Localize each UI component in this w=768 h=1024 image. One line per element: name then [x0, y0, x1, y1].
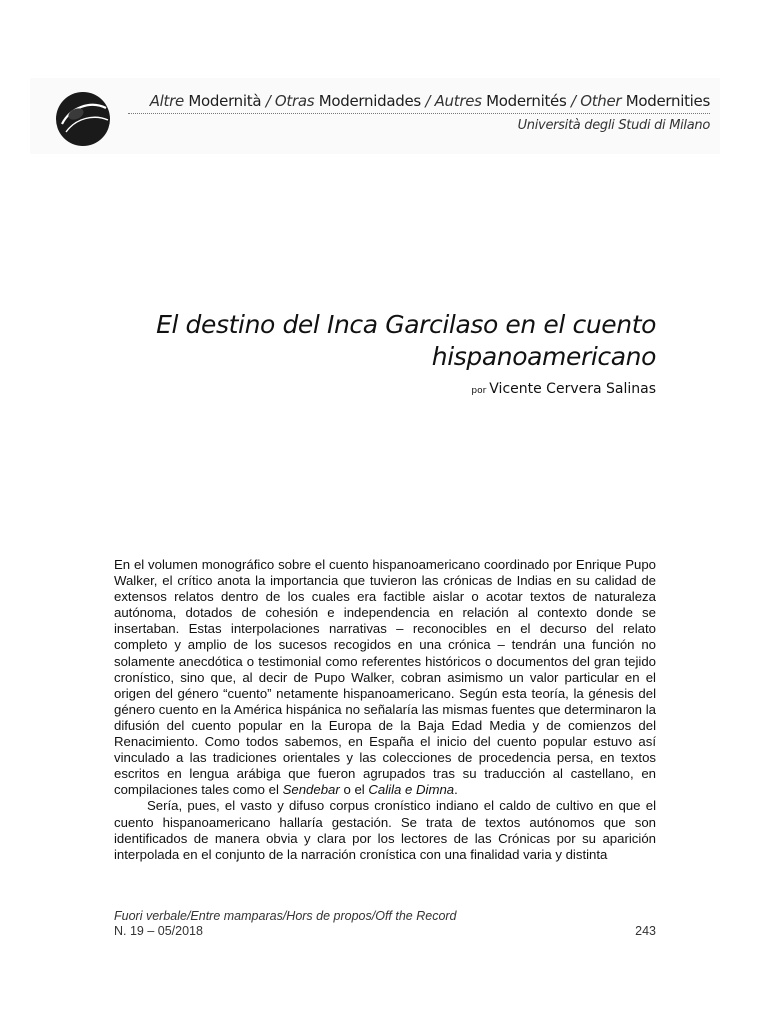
journal-part-2-name: Modernidades [318, 92, 421, 110]
paragraph-1-text: En el volumen monográfico sobre el cuento hispanoamericano coordinado por Enrique Pupo Walker, el crítico anota la importancia que tuvieron las crónicas de Indias en su calidad de extensos relatos dentro de los cuales era factible aislar o acotar textos de naturaleza autónoma, dotados de cohesión e independencia en relación al contexto donde se insertaban. Estas interpolaciones narrativas – reconocibles en el decurso del relato completo y amplio de los sucesos recogidos en una crónica – tendrán una función no solamente anecdótica o testimonial como referentes históricos o documentos del gran tejido cronístico, sino que, al decir de Pupo Walker, cobran asimismo un valor particular en el origen del género “cuento” netamente hispanoamericano. Según esta teoría, la génesis del género cuento en la América hispánica no señalaría las mismas fuentes que determinaron la difusión del cuento popular en la Europa de la Baja Edad Media y de comienzos del Renacimiento. Como todos sabemos, en España el inicio del cuento popular estuvo así vinculado a las tradiciones orientales y las colecciones de procedencia persa, en textos escritos en lengua arábiga que fueron agrupados tras su traducción al castellano, en compilaciones tales como el [114, 557, 656, 798]
paragraph-1-join: o el [339, 782, 369, 798]
article-title [96, 309, 656, 373]
paragraph-1-end: . [454, 782, 458, 798]
author-name: Vicente Cervera Salinas [489, 381, 656, 397]
article-body [114, 557, 656, 863]
university-name: Università degli Studi di Milano [517, 118, 710, 133]
body-paragraph-1 [114, 557, 656, 798]
journal-title-line [110, 92, 710, 110]
journal-logo-icon [54, 90, 112, 148]
journal-part-4-prefix: / Other [566, 92, 626, 110]
article-title-line-2: hispanoamericano [431, 342, 656, 371]
journal-part-1-name: Modernità [188, 92, 262, 110]
journal-part-3-name: Modernités [486, 92, 567, 110]
work-title-calila: Calila e Dimna [368, 782, 455, 798]
page-number: 243 [635, 924, 656, 938]
journal-part-3-prefix: / Autres [420, 92, 487, 110]
article-byline [471, 381, 656, 397]
footer-journal-title: Fuori verbale/Entre mamparas/Hors de propos/Off the Record [114, 909, 457, 923]
footer-issue-number: N. 19 – 05/2018 [114, 924, 203, 938]
body-paragraph-2: Sería, pues, el vasto y difuso corpus cronístico indiano el caldo de cultivo en que el cuento hispanoamericano hallaría gestación. Se trata de textos autónomos que son identificados de manera obvia y clara por los lectores de las Crónicas por su aparición interpolada en el conjunto de la narración cronística con una finalidad varia y distinta [114, 798, 656, 862]
journal-part-1-prefix: Altre [149, 92, 189, 110]
article-title-line-1: El destino del Inca Garcilaso en el cuento [156, 310, 656, 339]
header-band [30, 78, 720, 154]
journal-part-2-prefix: / Otras [261, 92, 319, 110]
work-title-sendebar: Sendebar [282, 782, 340, 798]
byline-prefix: por [471, 386, 487, 396]
header-dotted-rule [128, 113, 710, 114]
journal-part-4-name: Modernities [625, 92, 710, 110]
